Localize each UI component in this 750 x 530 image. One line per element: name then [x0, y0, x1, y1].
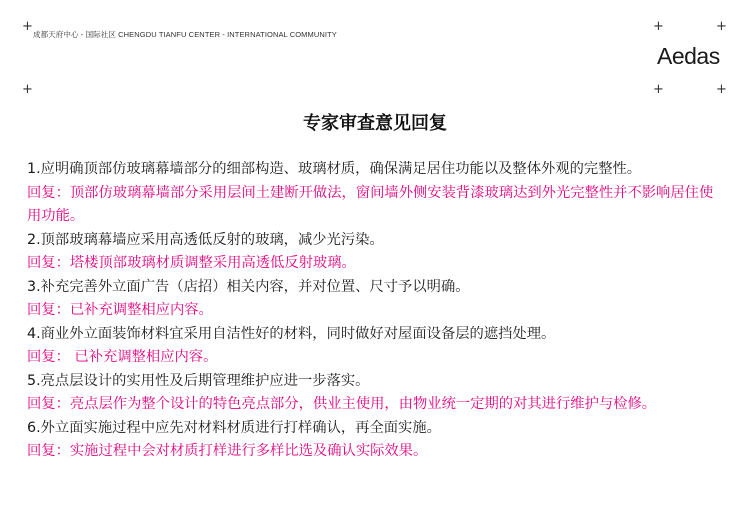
- answer-3: 回复：已补充调整相应内容。: [27, 302, 213, 318]
- corner-mark-bottom-right-outer: +: [716, 82, 727, 97]
- question-5: 5.亮点层设计的实用性及后期管理维护应进一步落实。: [27, 372, 370, 389]
- question-6: 6.外立面实施过程中应先对材料材质进行打样确认，再全面实施。: [27, 419, 441, 436]
- brand-logo: Aedas: [657, 43, 720, 69]
- corner-mark-top-right-outer: +: [716, 19, 727, 34]
- answer-1: 回复：顶部仿玻璃幕墙部分采用层间土建断开做法，窗间墙外侧安装背漆玻璃达到外光完整性并不影响居住使用功能。: [27, 184, 714, 224]
- question-4: 4.商业外立面装饰材料宜采用自洁性好的材料，同时做好对屋面设备层的遮挡处理。: [27, 325, 556, 342]
- question-3: 3.补充完善外立面广告（店招）相关内容，并对位置、尺寸予以明确。: [27, 278, 470, 295]
- question-1: 1.应明确顶部仿玻璃幕墙部分的细部构造、玻璃材质，确保满足居住功能以及整体外观的完整性。: [27, 161, 642, 177]
- project-subtitle: 成都天府中心 - 国际社区 CHENGDU TIANFU CENTER - INTERNATIONAL COMMUNITY: [33, 30, 337, 39]
- corner-mark-top-right-inner: +: [653, 19, 664, 34]
- answer-5: 回复：亮点层作为整个设计的特色亮点部分，供业主使用，由物业统一定期的对其进行维护与检修。: [27, 396, 657, 412]
- review-list: [27, 158, 722, 464]
- answer-4: 回复： 已补充调整相应内容。: [27, 349, 218, 365]
- question-2: 2.顶部玻璃幕墙应采用高透低反射的玻璃，减少光污染。: [27, 231, 384, 248]
- page-title: 专家审查意见回复: [303, 113, 447, 134]
- corner-mark-top-left: +: [22, 19, 33, 34]
- answer-2: 回复：塔楼顶部玻璃材质调整采用高透低反射玻璃。: [27, 255, 356, 271]
- answer-6: 回复：实施过程中会对材质打样进行多样比选及确认实际效果。: [27, 443, 428, 459]
- corner-mark-bottom-left: +: [22, 82, 33, 97]
- corner-mark-bottom-right-inner: +: [653, 82, 664, 97]
